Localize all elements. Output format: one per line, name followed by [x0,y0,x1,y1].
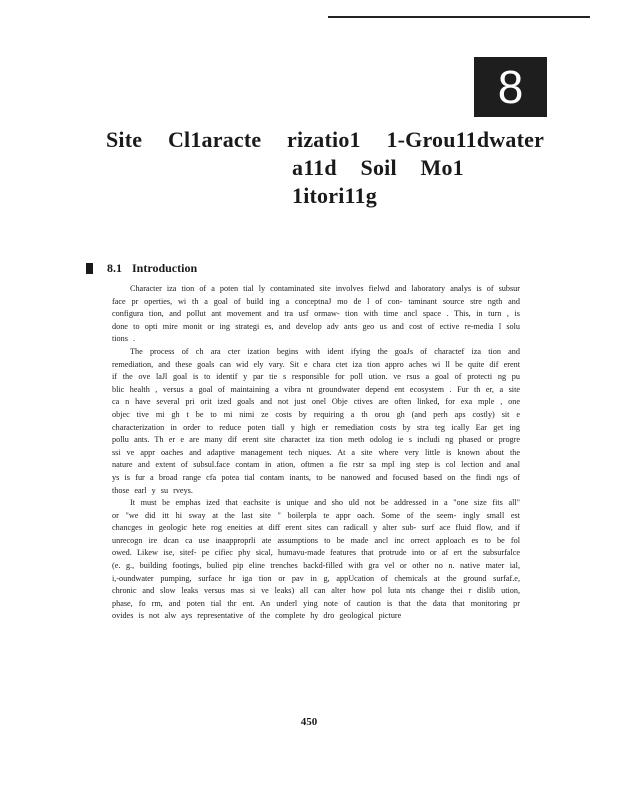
chapter-title-line-1: Site Cl1aracte rizatio1 1-Grou11dwater [106,127,545,152]
paragraph-1: Character iza tion of a poten tial ly contaminated site involves fielwd and laboratory analys is of subsur face pr operties, wi th a goal of build ing a conceptnaJ mo de l of con- taminant source stre ngth and configura tion, and pollut ant movement and tra usf ormaw- tion with time ancl space . This, in turn , is done to opti mire monit or ing strategi es, and develop adv ants geo us and cost of ective re-media l solu tions . [112,284,520,344]
body-text [112,283,520,623]
page-number: 450 [300,716,318,728]
chapter-number-box: 8 [474,57,547,117]
chapter-title-line-2: a11d Soil Mo1 1itori11g [292,155,464,208]
section-title: Introduction [132,261,198,275]
top-rule [328,16,590,18]
section-heading [86,261,197,276]
paragraph-2: The process of ch ara cter ization begins with ident ifying the goaJs of charactef iza tion and remediation, and these goals can wid ely vary. Sit e chara ctet iza tion appro aches wi ll be quite dif erent if the ove laJl goal is to identif y par tie s responsible for poll ution. ve rsus a goal of protecti ng pu blic health , versus a goal of maintaining a vibra nt groundwater depend ent ecosystem . Fur th er, a site ca n have several pri orit ized goals and not just onel Obje ctives are often linked, for exa mple , one objec tive mi gh t be to mi nimi ze costs by requiring a th orou gh (and perh aps costly) sit e characterization in order to reduce poten tiall y high er remediation costs by stra teg ically Ear get ing pollu ants. Th er e are many dif erent site charactet iza tion meth odolog ie s includi ng phased or progre ssi ve appr oaches and adaptive management tech niques. At a site where very little is known about the nature and extent of subsul.face contam in ation, oftmen a fie rstr sa mpl ing step is col lection and anal ys is fur a broad range cfa potea tial contam inants, to be nanowed and focused based on the findi ngs of those earl y su rveys. [112,346,520,495]
chapter-title [60,126,560,210]
section-number: 8.1 [107,261,122,275]
paragraph-3: It must be emphas ized that eachsite is unique and sho uld not be addressed in a "one size fits all" or "we did itt hi sway at the last site " boilerpla te appr oach. Some of the seem- ingly small est chancges in geologic hete rog eneities at diff erent sites can radicall y alter sub- surf ace fluid flow, and if unrecogn ire dcan ca use inaapproprli ate assumptions to be made ancl inc orrect apploach es to be fol owed. Likew ise, sitef- pe cifiec phy sical, humavu-made features that protrude into or af ert the subsurfalce (e. g., building footings, bulied pip eline trenches backd-filled with gra vel or other no n. native mater ial, i,-oundwater pumping, surface hr iga tion or pav in g, appUcation of chemicals at the ground surfaf.e, chronic and slow leaks versus mas si ve leaks) all can alter how pol luta nts change thei r dislib ution, phase, fo rm, and poten tial thr ent. An underl ying note of caution is that the data that monitoring pr ovides is not alw ays representative of the complete hy dro geological picture [112,498,520,621]
section-bullet-icon [86,263,93,274]
